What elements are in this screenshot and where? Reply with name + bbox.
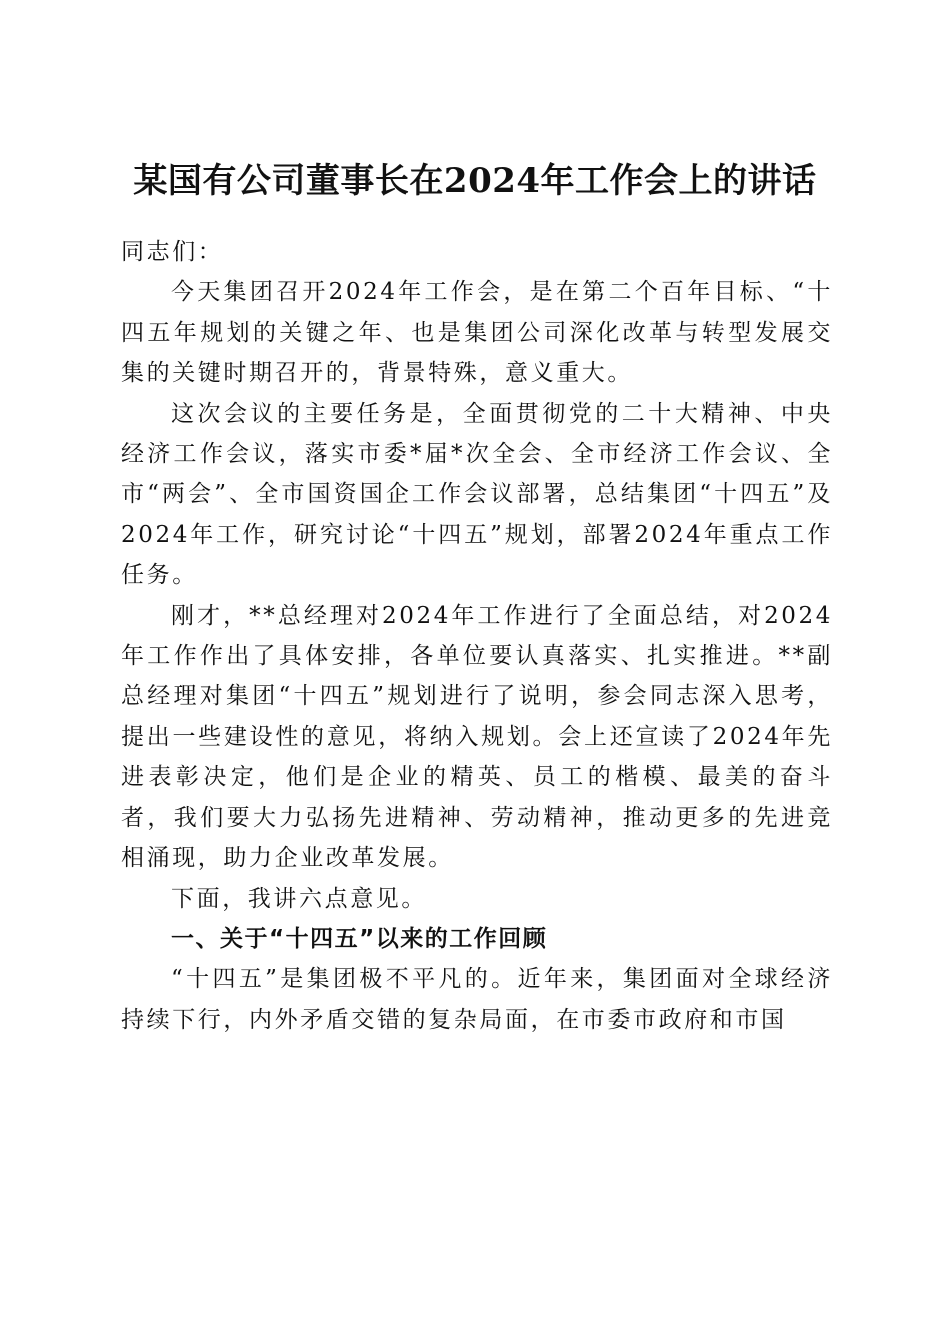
paragraph-section-review: “十四五”是集团极不平凡的。近年来，集团面对全球经济持续下行，内外矛盾交错的复杂局面，在市委市政府和市国 bbox=[121, 966, 833, 1033]
paragraph-summary: 刚才，**总经理对2024年工作进行了全面总结，对2024年工作作出了具体安排，各单位要认真落实、扎实推进。**副总经理对集团“十四五”规划进行了说明，参会同志深入思考，提出一些建设性的意见，将纳入规划。会上还宣读了2024年先进表彰决定，他们是企业的精英、员工的楷模、最美的奋斗者，我们要大力弘扬先进精神、劳动精神，推动更多的先进竞相涌现，助力企业改革发展。 bbox=[121, 602, 833, 872]
section-heading: 一、关于“十四五”以来的工作回顾 bbox=[171, 925, 548, 952]
paragraph-transition: 下面，我讲六点意见。 bbox=[171, 885, 427, 912]
document-body bbox=[121, 232, 833, 1040]
document-title: 某国有公司董事长在2024年工作会上的讲话 bbox=[133, 160, 817, 201]
paragraph-intro: 今天集团召开2024年工作会，是在第二个百年目标、“十四五年规划的关键之年、也是集团公司深化改革与转型发展交集的关键时期召开的，背景特殊，意义重大。 bbox=[121, 279, 833, 387]
paragraph-tasks: 这次会议的主要任务是，全面贯彻党的二十大精神、中央经济工作会议，落实市委*届*次全会、全市经济工作会议、全市“两会”、全市国资国企工作会议部署，总结集团“十四五”及2024年工作，研究讨论“十四五”规划，部署2024年重点工作任务。 bbox=[121, 400, 833, 589]
greeting: 同志们： bbox=[121, 239, 224, 265]
